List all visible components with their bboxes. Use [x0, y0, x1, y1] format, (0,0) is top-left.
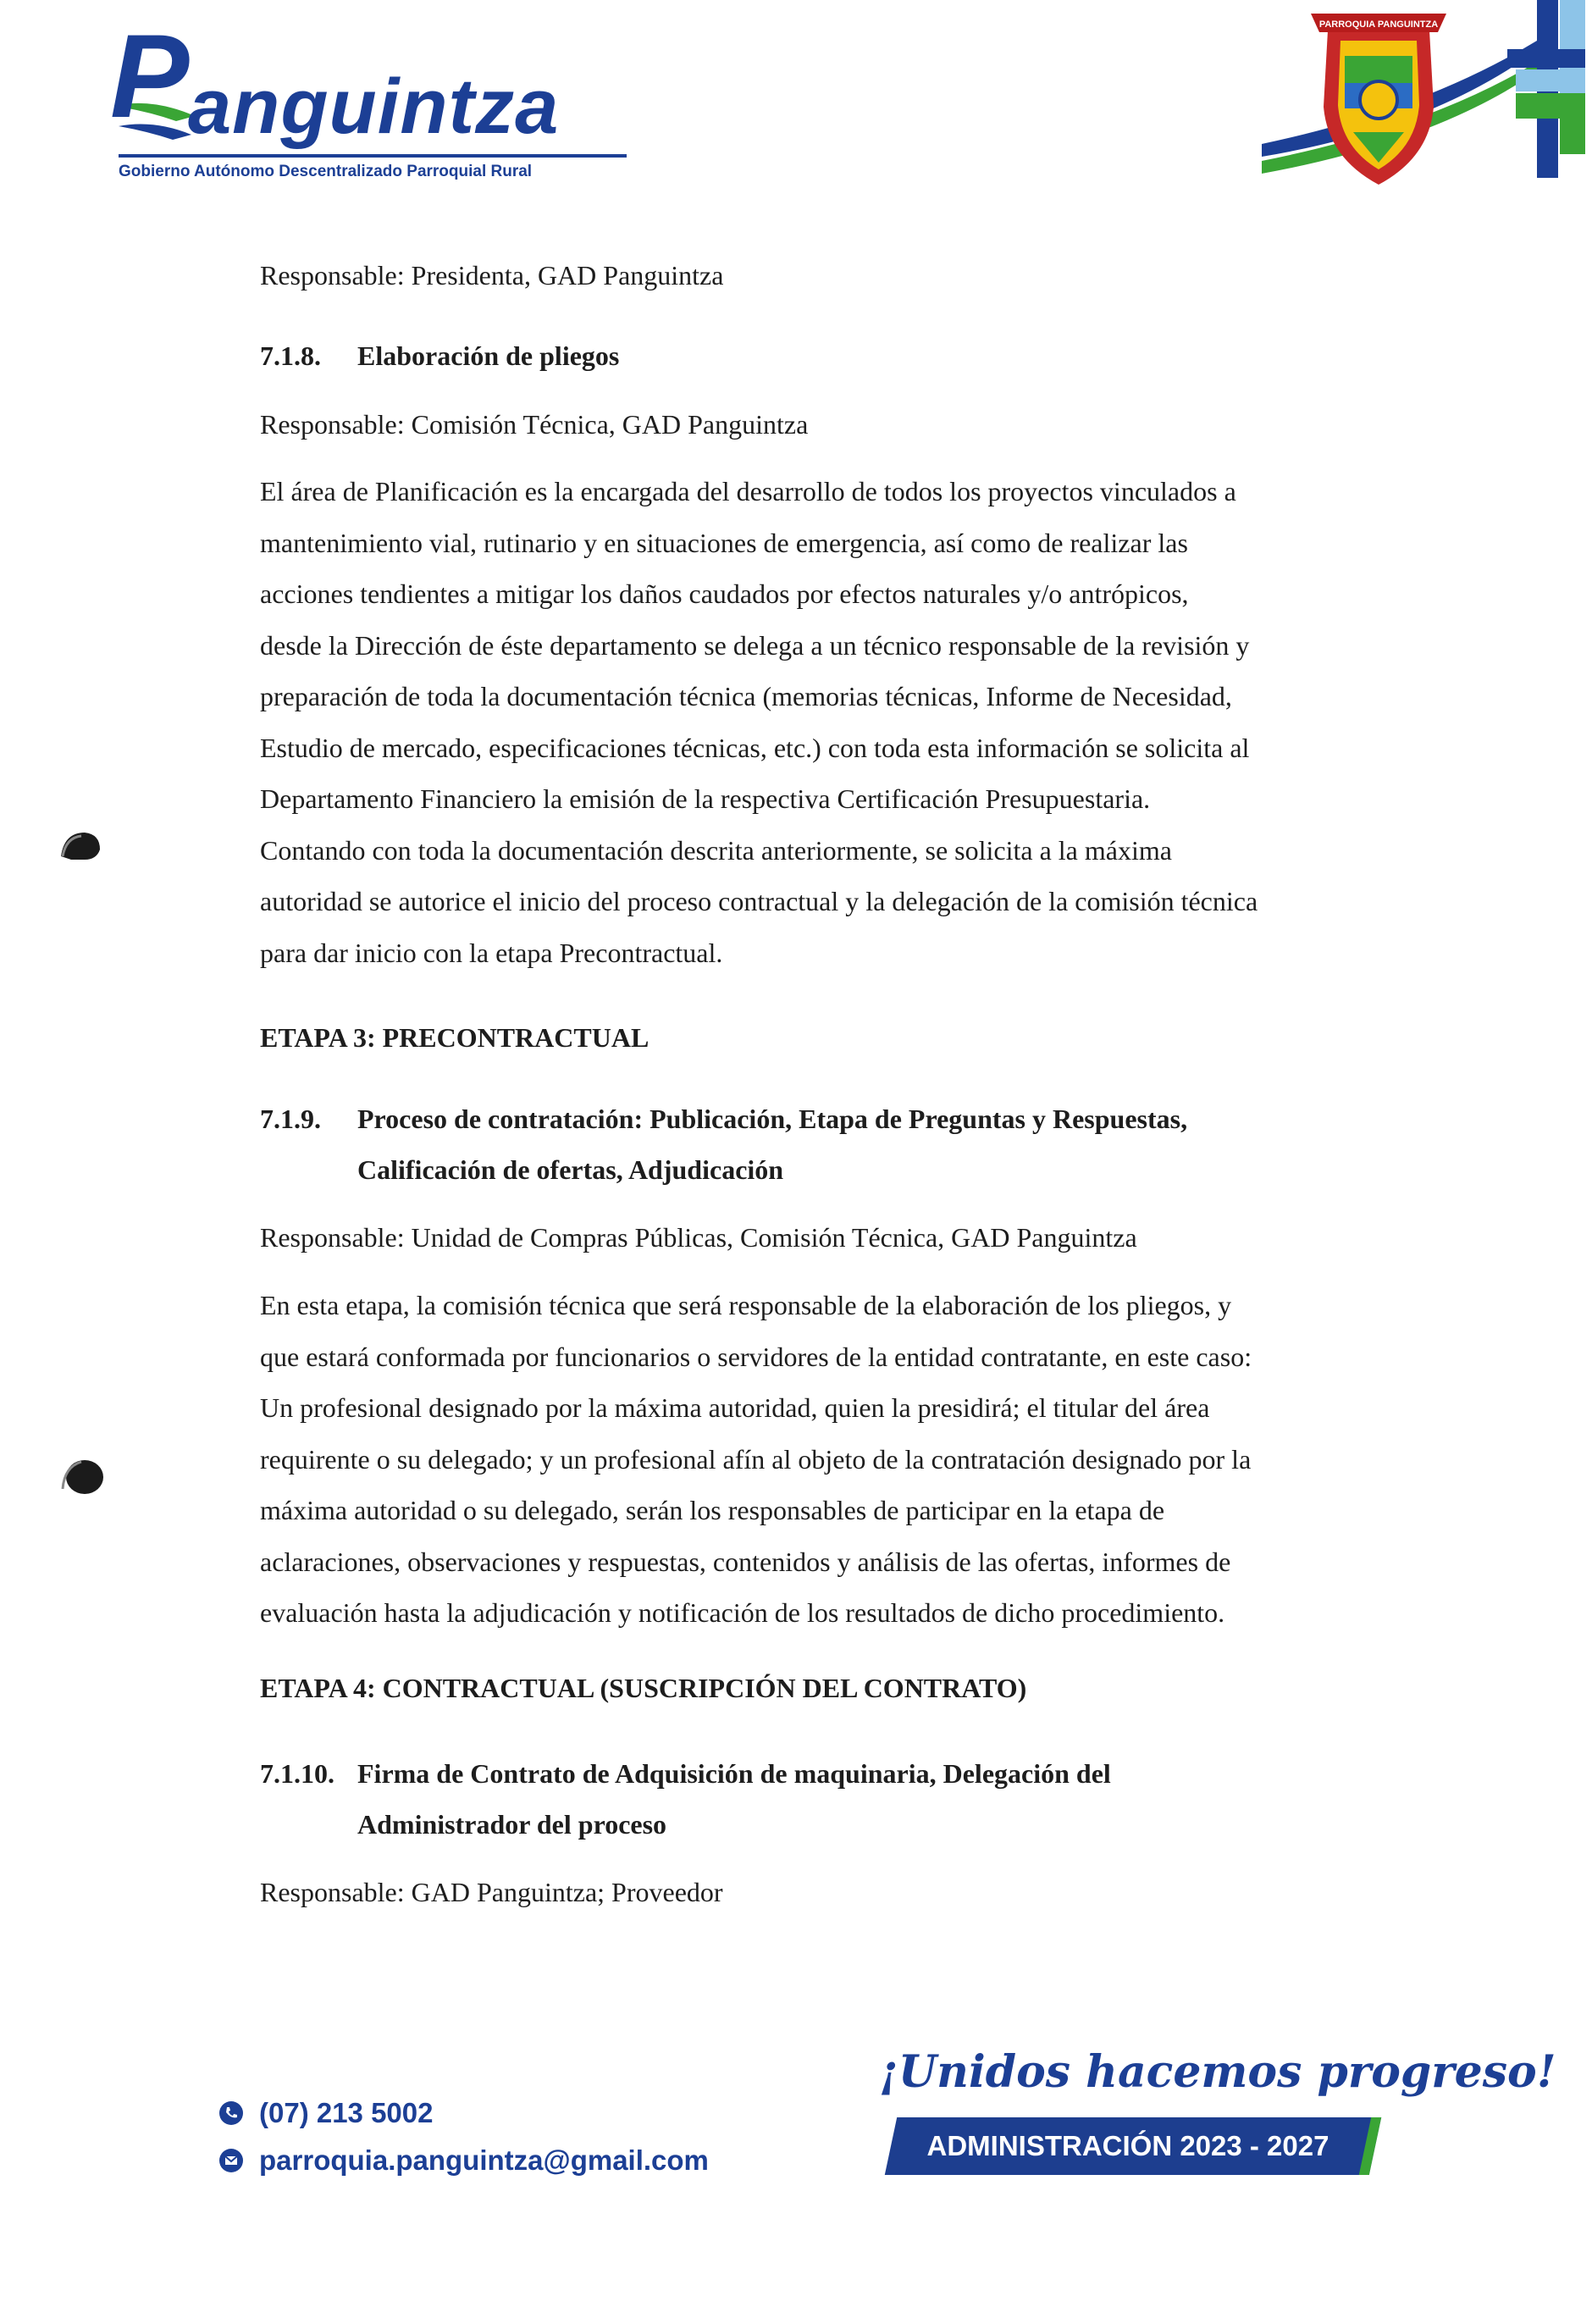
- section-title: Firma de Contrato de Adquisición de maquinaria, Delegación del: [357, 1758, 1111, 1789]
- phone-number: (07) 213 5002: [259, 2097, 434, 2128]
- section-heading-7-1-9: [260, 1104, 1187, 1135]
- section-heading-7-1-8: [260, 340, 619, 372]
- logo-letter: P: [110, 9, 190, 142]
- punch-hole-icon: [56, 826, 108, 868]
- section-number: 7.1.8.: [260, 340, 321, 371]
- logo: [110, 9, 635, 195]
- paragraph-line: Contando con toda la documentación descrita anteriormente, se solicita a la máxima: [260, 834, 1172, 866]
- logo-wordmark: anguintza: [188, 64, 560, 150]
- section-title: Elaboración de pliegos: [357, 340, 620, 371]
- paragraph-line: requirente o su delegado; y un profesional afín al objeto de la contratación designado por la: [260, 1443, 1252, 1475]
- footer-phone: [218, 2097, 434, 2129]
- paragraph-line: para dar inicio con la etapa Precontractual.: [260, 937, 723, 968]
- paragraph-line: evaluación hasta la adjudicación y notificación de los resultados de dicho procedimiento.: [260, 1597, 1225, 1628]
- parish-crest-icon: [1294, 5, 1463, 191]
- responsable-line: Responsable: Unidad de Compras Públicas, Comisión Técnica, GAD Panguintza: [260, 1222, 1137, 1253]
- paragraph-line: autoridad se autorice el inicio del proceso contractual y la delegación de la comisión técnica: [260, 886, 1258, 916]
- crest-banner-text: PARROQUIA PANGUINTZA: [1318, 19, 1439, 30]
- responsable-line: Responsable: Presidenta, GAD Panguintza: [260, 260, 724, 290]
- paragraph-line: Departamento Financiero la emisión de la respectiva Certificación Presupuestaria.: [260, 783, 1151, 814]
- paragraph-line: desde la Dirección de éste departamento se delega a un técnico responsable de la revisión y: [260, 629, 1250, 661]
- paragraph-line: acciones tendientes a mitigar los daños caudados por efectos naturales y/o antrópicos,: [260, 578, 1189, 609]
- email-address: parroquia.panguintza@gmail.com: [259, 2144, 709, 2176]
- paragraph-line: aclaraciones, observaciones y respuestas, contenidos y análisis de las ofertas, informes de: [260, 1546, 1231, 1577]
- paragraph-comision-tecnica: [260, 1280, 1340, 1639]
- section-heading-7-1-10: [260, 1758, 1111, 1790]
- logo-subtitle: Gobierno Autónomo Descentralizado Parroquial Rural: [119, 163, 533, 180]
- paragraph-line: Un profesional designado por la máxima autoridad, quien la presidirá; el titular del área: [260, 1392, 1210, 1423]
- phone-icon: [218, 2100, 244, 2126]
- email-icon: [218, 2148, 244, 2173]
- paragraph-line: El área de Planificación es la encargada del desarrollo de todos los proyectos vinculados a: [260, 476, 1236, 506]
- responsable-line: Responsable: Comisión Técnica, GAD Panguintza: [260, 409, 809, 440]
- paragraph-line: Estudio de mercado, especificaciones técnicas, etc.) con toda esta información se solicita al: [260, 732, 1250, 763]
- logo-underline: [119, 154, 627, 159]
- paragraph-line: preparación de toda la documentación técnica (memorias técnicas, Informe de Necesidad,: [260, 681, 1232, 711]
- slogan: ¡Unidos hacemos progreso!: [879, 2046, 1556, 2098]
- paragraph-line: En esta etapa, la comisión técnica que será responsable de la elaboración de los pliegos, y: [260, 1290, 1232, 1320]
- etapa-4-heading: ETAPA 4: CONTRACTUAL (SUSCRIPCIÓN DEL CONTRATO): [260, 1673, 1027, 1703]
- section-title-continued: Calificación de ofertas, Adjudicación: [357, 1154, 784, 1185]
- administration-label: ADMINISTRACIÓN 2023 - 2027: [926, 2130, 1329, 2161]
- responsable-line: Responsable: GAD Panguintza; Proveedor: [260, 1877, 723, 1907]
- paragraph-planificacion: [260, 466, 1340, 978]
- punch-hole-icon: [56, 1455, 108, 1502]
- section-title-continued: Administrador del proceso: [357, 1809, 667, 1840]
- paragraph-line: máxima autoridad o su delegado, serán los responsables de participar en la etapa de: [260, 1495, 1165, 1525]
- paragraph-line: mantenimiento vial, rutinario y en situaciones de emergencia, así como de realizar las: [260, 527, 1188, 558]
- section-number: 7.1.9.: [260, 1104, 321, 1134]
- etapa-3-heading: ETAPA 3: PRECONTRACTUAL: [260, 1022, 650, 1053]
- section-number: 7.1.10.: [260, 1758, 334, 1789]
- footer-email: [218, 2144, 709, 2177]
- section-title: Proceso de contratación: Publicación, Etapa de Preguntas y Respuestas,: [357, 1104, 1188, 1134]
- paragraph-line: que estará conformada por funcionarios o servidores de la entidad contratante, en este caso:: [260, 1341, 1252, 1372]
